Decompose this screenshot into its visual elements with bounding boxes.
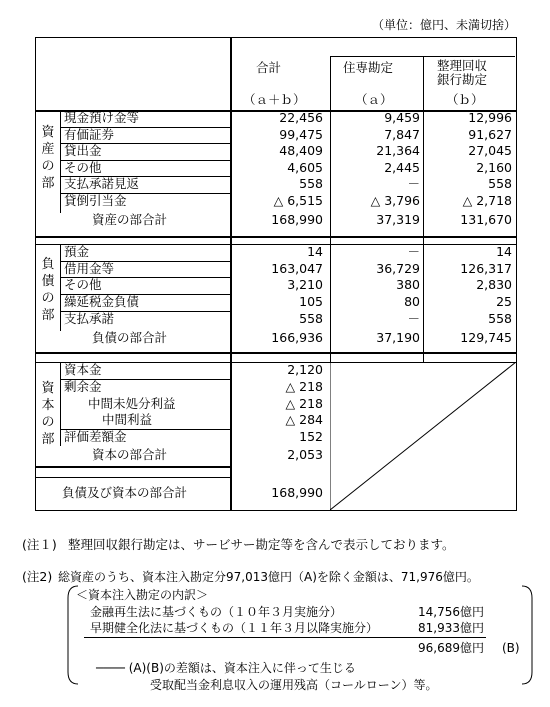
note1-text: 整理回収銀行勘定は、サービサー勘定等を含んで表示しております。: [68, 537, 455, 552]
unit-note: （単位：億円、未満切捨）: [372, 18, 517, 32]
header-seiri-formula: （ｂ）: [446, 92, 484, 107]
empty-cells-diagonal: [330, 362, 516, 510]
diff-line-1: ──── (A)(B)の差額は、資本注入に伴って生じる: [96, 661, 356, 675]
breakdown-title: ＜資本注入勘定の内訳＞: [76, 588, 209, 602]
header-jusen: 住専勘定: [343, 60, 394, 75]
header-seiri-2: 銀行勘定: [437, 72, 488, 87]
diff-line-2: 受取配当金利息収入の運用残高（コールローン）等。: [150, 678, 438, 692]
header-total: 合計: [256, 60, 282, 75]
breakdown-underline: [84, 637, 486, 638]
liabilities-section-label: 負債の部: [41, 257, 55, 323]
breakdown-total-marker: (B): [502, 641, 520, 655]
capital-section-label: 資本の部: [41, 381, 55, 447]
label-column-divider: [230, 37, 232, 510]
assets-section-label: 資産の部: [41, 125, 55, 191]
header-total-formula: （ａ＋ｂ）: [243, 92, 306, 107]
header-jusen-formula: （ａ）: [355, 92, 393, 107]
note2-marker: (注2): [22, 569, 53, 584]
note1-marker: (注１): [22, 537, 57, 552]
header-seiri-1: 整理回収: [437, 58, 488, 73]
breakdown-total: 96,689億円: [418, 641, 484, 655]
note2-text: 総資産のうち、資本注入勘定分97,013億円（A)を除く金額は、71,976億円。: [58, 570, 479, 584]
